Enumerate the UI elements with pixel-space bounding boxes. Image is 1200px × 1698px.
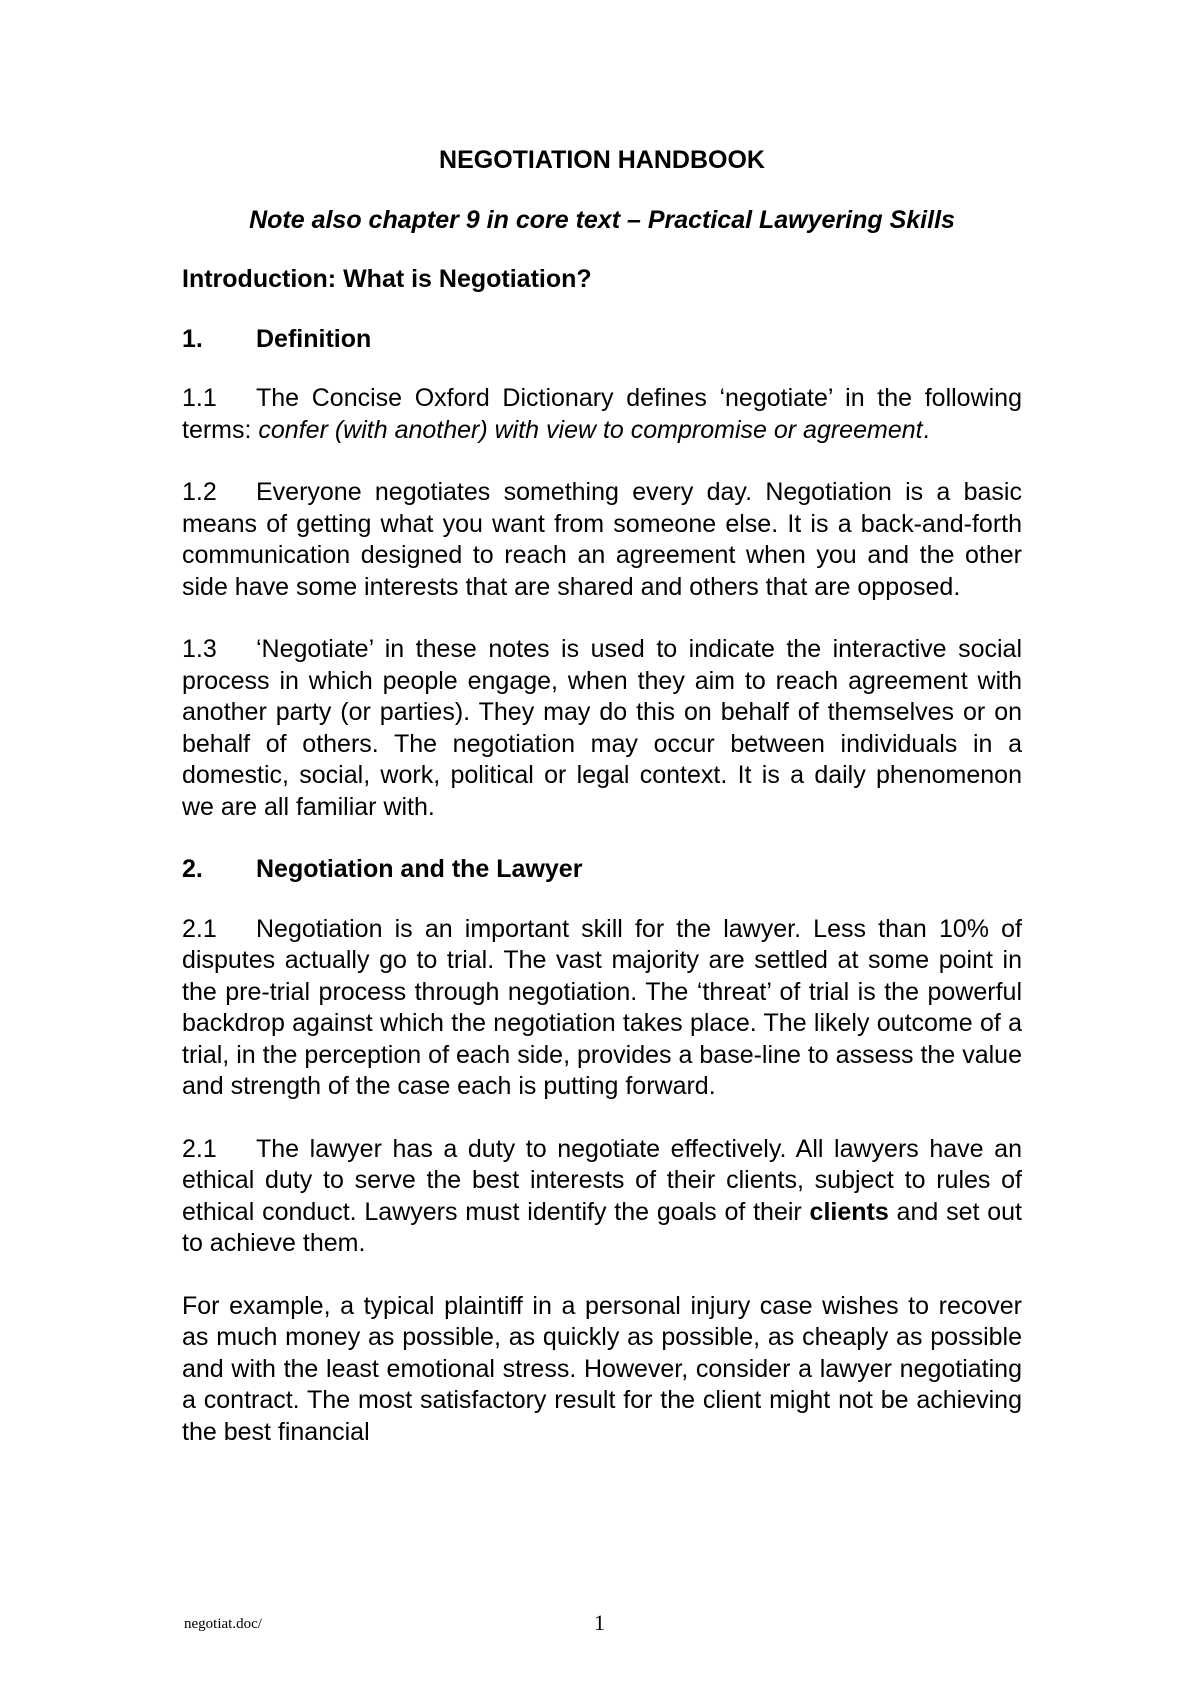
section-2-title: Negotiation and the Lawyer <box>256 855 583 883</box>
document-subtitle: Note also chapter 9 in core text – Practical Lawyering Skills <box>249 205 955 234</box>
paragraph-text: The Concise Oxford Dictionary defines ‘negotiate’ in the following terms: <box>182 384 1022 444</box>
intro-heading: Introduction: What is Negotiation? <box>182 265 592 293</box>
paragraph-number: 1.2 <box>182 478 217 506</box>
footer-filename: negotiat.doc/ <box>184 1616 262 1632</box>
paragraph-2-1a <box>182 914 1022 1103</box>
paragraph-text: ‘Negotiate’ in these notes is used to indicate the interactive social process in which people engage, when they aim to reach agreement with another party (or parties). They may do this on behalf of themselves or on behalf of others. The negotiation may occur between individuals in a domestic, social, work, political or legal context. It is a daily phenomenon we are all familiar with. <box>182 635 1022 821</box>
document-title: NEGOTIATION HANDBOOK <box>439 146 765 174</box>
paragraph-example: For example, a typical plaintiff in a personal injury case wishes to recover as much money as possible, as quickly as possible, as cheaply as possible and with the least emotional stress. However, consider a lawyer negotiating a contract. The most satisfactory result for the client might not be achieving the best financial <box>182 1291 1022 1446</box>
section-1-heading <box>182 324 1022 356</box>
paragraph-end: and set out to achieve them. <box>182 1197 1022 1257</box>
paragraph-text: Everyone negotiates something every day. Negotiation is a basic means of getting what you want from someone else. It is a back-and-forth communication designed to reach an agreement when you and the other side have some interests that are shared and others that are opposed. <box>182 478 1022 601</box>
paragraph-1-2 <box>182 477 1022 603</box>
paragraph-text: Negotiation is an important skill for the lawyer. Less than 10% of disputes actually go to trial. The vast majority are settled at some point in the pre-trial process through negotiation. The ‘threat’ of trial is the powerful backdrop against which the negotiation takes place. The likely outcome of a trial, in the perception of each side, provides a base-line to assess the value and strength of the case each is putting forward. <box>182 914 1022 1100</box>
paragraph-1-3 <box>182 634 1022 823</box>
paragraph-number: 2.1 <box>182 914 217 943</box>
paragraph-1-1 <box>182 383 1022 446</box>
section-1-title: Definition <box>256 324 372 353</box>
bold-clients: clients <box>809 1197 889 1226</box>
footer-page-number: 1 <box>594 1610 605 1635</box>
paragraph-2-1b <box>182 1134 1022 1260</box>
paragraph-end: . <box>922 415 930 444</box>
definition-italic: confer (with another) with view to compromise or agreement <box>258 415 923 444</box>
document-body <box>182 145 1022 1479</box>
section-2-heading <box>182 854 1022 886</box>
section-1-number: 1. <box>182 324 203 353</box>
section-2-number: 2. <box>182 855 203 883</box>
paragraph-text: The lawyer has a duty to negotiate effectively. All lawyers have an ethical duty to serve the best interests of their clients, subject to rules of ethical conduct. Lawyers must identify the goals of their <box>182 1134 1022 1226</box>
paragraph-number: 1.3 <box>182 635 217 663</box>
paragraph-number: 1.1 <box>182 384 217 412</box>
paragraph-number: 2.1 <box>182 1134 217 1163</box>
